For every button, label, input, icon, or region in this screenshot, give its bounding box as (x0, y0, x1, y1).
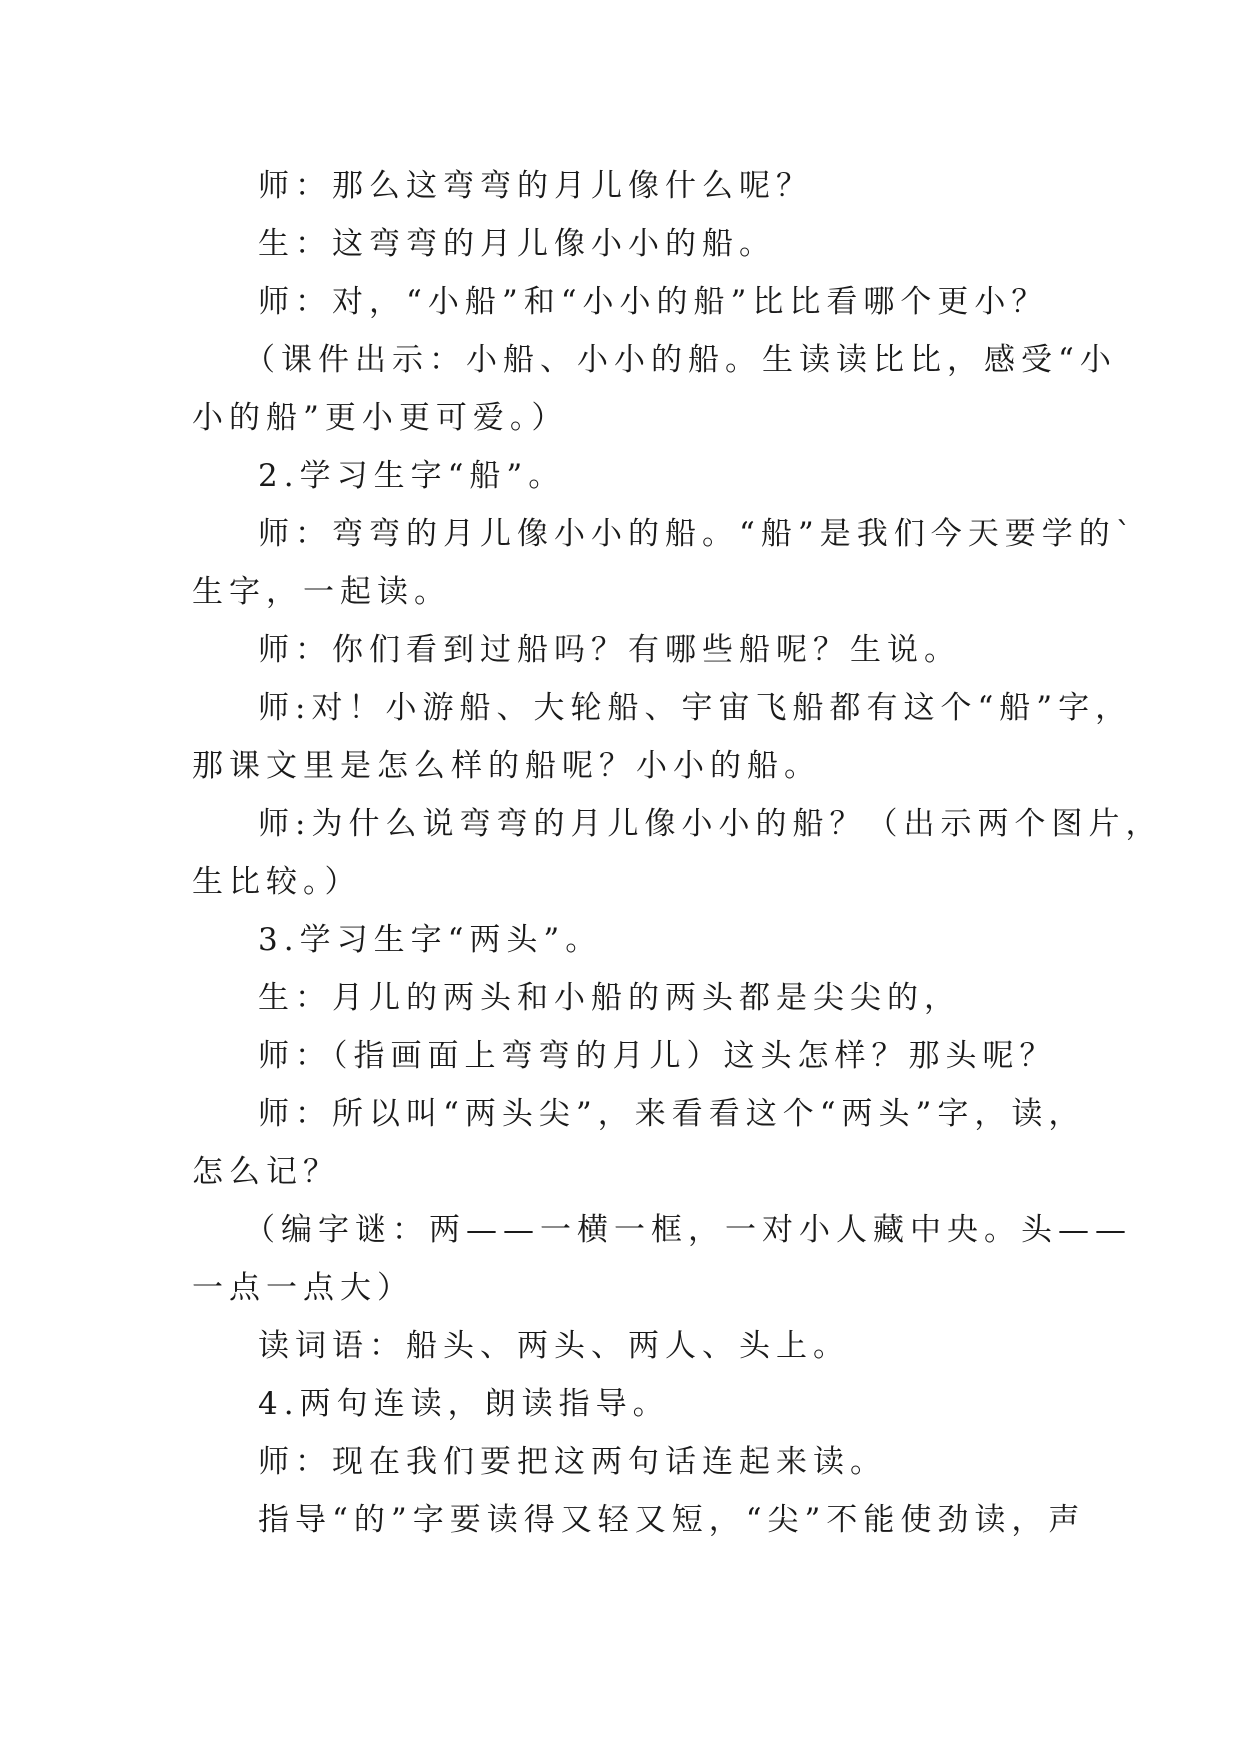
section-heading: 3.学习生字“两头”。 (258, 922, 603, 958)
paragraph-line: 师：弯弯的月儿像小小的船。“船”是我们今天要学的` (258, 516, 1138, 552)
paragraph-line: 那课文里是怎么样的船呢？小小的船。 (192, 748, 821, 784)
paragraph-line: 师：对，“小船”和“小小的船”比比看哪个更小？ (258, 284, 1049, 320)
paragraph-line: （课件出示：小船、小小的船。生读读比比，感受“小 (244, 342, 1117, 378)
paragraph-line: 师：所以叫“两头尖”，来看看这个“两头”字，读， (258, 1096, 1086, 1132)
paragraph-line: 师：那么这弯弯的月儿像什么呢？ (258, 168, 813, 204)
paragraph-line: 生字，一起读。 (192, 574, 451, 610)
paragraph-line: 师：你们看到过船吗？有哪些船呢？生说。 (258, 632, 961, 668)
document-body (192, 157, 1163, 1549)
paragraph-line: （编字谜：两——一横一框，一对小人藏中央。头—— (244, 1212, 1132, 1248)
paragraph-line: 生：这弯弯的月儿像小小的船。 (258, 226, 776, 262)
paragraph-line: 师：（指画面上弯弯的月儿）这头怎样？那头呢？ (258, 1038, 1057, 1074)
section-heading: 2.学习生字“船”。 (258, 458, 566, 494)
paragraph-line: 怎么记？ (192, 1154, 340, 1190)
section-heading: 4.两句连读，朗读指导。 (258, 1386, 670, 1422)
paragraph-line: 读词语：船头、两头、两人、头上。 (258, 1328, 850, 1364)
paragraph-line: 生比较。） (192, 864, 362, 900)
paragraph-line: 师：现在我们要把这两句话连起来读。 (258, 1444, 887, 1480)
paragraph-line: 指导“的”字要读得又轻又短，“尖”不能使劲读，声 (258, 1502, 1086, 1538)
paragraph-line: 小的船”更小更可爱。） (192, 400, 569, 436)
paragraph-line: 一点一点大） (192, 1270, 414, 1306)
paragraph-line: 师:对！小游船、大轮船、宇宙飞船都有这个“船”字， (258, 690, 1133, 726)
paragraph-line: 师:为什么说弯弯的月儿像小小的船？（出示两个图片， (258, 806, 1163, 842)
paragraph-line: 生：月儿的两头和小船的两头都是尖尖的， (258, 980, 961, 1016)
